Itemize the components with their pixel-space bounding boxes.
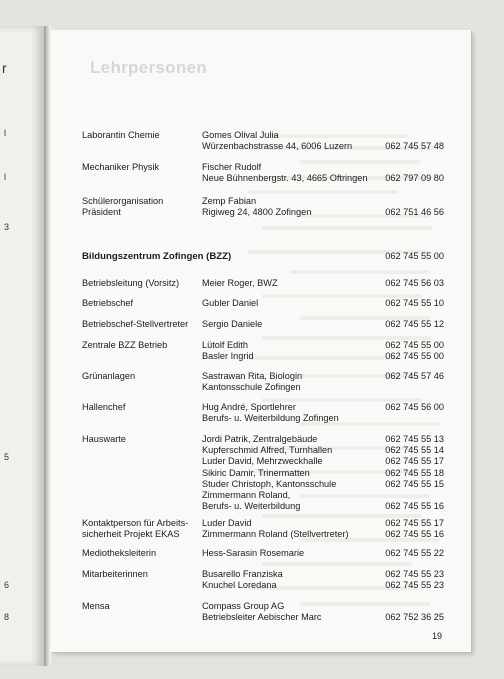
phone-number-line: 062 745 55 23 (385, 580, 444, 591)
previous-page-edge (0, 26, 44, 666)
show-through-line (248, 190, 398, 194)
person-name-line: Hess-Sarasin Rosemarie (202, 548, 305, 558)
person-name (202, 196, 382, 218)
role-label (82, 601, 200, 612)
person-name (202, 569, 382, 591)
person-name (202, 402, 382, 424)
role-label (82, 319, 200, 330)
show-through-line (290, 270, 430, 274)
role-label-line: Zentrale BZZ Betrieb (82, 340, 168, 350)
phone-number-line: 062 745 55 17 (385, 518, 444, 528)
person-name-line: Kupferschmid Alfred, Turnhallen (202, 445, 333, 456)
role-label (82, 569, 200, 580)
person-name (202, 298, 382, 309)
phone-number-line: 062 745 55 13 (385, 434, 444, 444)
page-number: 19 (432, 631, 443, 641)
person-name (202, 340, 382, 362)
role-label-line: Mensa (82, 601, 110, 611)
person-name-line: Gomes Olival Julia (202, 130, 279, 140)
phone-number-line: 062 745 55 23 (385, 569, 444, 579)
role-label-line: sicherheit Projekt EKAS (82, 529, 180, 540)
phone-number (385, 601, 444, 623)
role-label-line: Mediotheksleiterin (82, 548, 157, 558)
phone-number-line (385, 196, 444, 207)
edge-char: 5 (4, 452, 10, 462)
person-name-line: Studer Christoph, Kantonsschule (202, 478, 337, 489)
role-label (82, 196, 200, 218)
person-name-line: Luder David, Mehrzweckhalle (202, 456, 323, 467)
phone-number (385, 371, 444, 382)
phone-number-line: 062 745 57 46 (385, 371, 444, 381)
phone-number (385, 278, 444, 289)
person-name-line: Neue Bühnenbergstr. 43, 4665 Oftringen (202, 173, 368, 184)
person-name-line: Kantonsschule Zofingen (202, 382, 301, 393)
role-label (82, 298, 200, 309)
edge-char: 3 (4, 222, 10, 232)
person-name-line: Fischer Rudolf (202, 162, 262, 172)
role-label-line: Mitarbeiterinnen (82, 569, 148, 579)
person-name (202, 548, 382, 559)
role-label-line: Präsident (82, 207, 121, 218)
person-name-line: Berufs- u. Weiterbildung (202, 501, 301, 512)
phone-number-line: 062 745 55 10 (385, 298, 444, 308)
role-label (82, 518, 200, 540)
role-label-line: Betriebsleitung (Vorsitz) (82, 278, 180, 288)
phone-number-line (385, 490, 444, 501)
phone-number (385, 548, 444, 559)
role-label (82, 130, 200, 141)
phone-number (385, 340, 444, 362)
phone-number-line: 062 745 55 00 (385, 351, 444, 362)
role-label (82, 278, 200, 289)
person-name-line: Gubler Daniel (202, 298, 259, 308)
phone-number (385, 298, 444, 309)
person-name-line: Knuchel Loredana (202, 580, 277, 591)
person-name-line: Basler Ingrid (202, 351, 254, 362)
person-name (202, 601, 382, 623)
phone-number-line: 062 745 57 48 (385, 141, 444, 152)
edge-char: 6 (4, 580, 10, 590)
person-name-line: Compass Group AG (202, 601, 285, 611)
edge-char: l (4, 128, 6, 138)
person-name-line: Zimmermann Roland (Stellvertreter) (202, 529, 349, 540)
section-phone: 062 745 55 00 (385, 251, 444, 261)
book-gutter (44, 26, 51, 666)
person-name-line: Jordi Patrik, Zentralgebäude (202, 434, 318, 444)
role-label-line: Grünanlagen (82, 371, 136, 381)
role-label-line: Kontaktperson für Arbeits- (82, 518, 189, 528)
phone-number (385, 319, 444, 330)
phone-number-line: 062 745 55 16 (385, 529, 444, 540)
person-name-line: Zimmermann Roland, (202, 490, 291, 501)
role-label-line: Betriebschef (82, 298, 134, 308)
person-name (202, 371, 382, 393)
edge-char: l (4, 172, 6, 182)
person-name-line: Meier Roger, BWZ (202, 278, 278, 288)
phone-number-line: 062 745 55 15 (385, 478, 444, 489)
phone-number-line (385, 601, 444, 612)
person-name-line: Betriebsleiter Aebischer Marc (202, 612, 322, 623)
phone-number-line (385, 130, 444, 141)
phone-number-line: 062 745 56 00 (385, 402, 444, 412)
role-label-line: Hallenchef (82, 402, 126, 412)
phone-number (385, 196, 444, 218)
edge-char: r (2, 60, 7, 76)
phone-number-line: 062 745 55 14 (385, 445, 444, 456)
phone-number-line: 062 745 55 22 (385, 548, 444, 558)
role-label-line: Mechaniker Physik (82, 162, 160, 172)
phone-number (385, 402, 444, 413)
role-label-line: Laborantin Chemie (82, 130, 160, 140)
person-name-line: Hug André, Sportlehrer (202, 402, 296, 412)
phone-number-line: 062 751 46 56 (385, 207, 444, 218)
show-through-line (262, 226, 432, 230)
role-label (82, 340, 200, 351)
person-name-line: Busarello Franziska (202, 569, 283, 579)
phone-number-line: 062 745 55 18 (385, 467, 444, 478)
phone-number (385, 130, 444, 152)
person-name-line: Zemp Fabian (202, 196, 257, 206)
person-name-line: Lütolf Edith (202, 340, 248, 350)
show-through-line (262, 562, 412, 566)
show-through-heading: Lehrpersonen (90, 58, 207, 77)
person-name (202, 130, 382, 152)
role-label (82, 371, 200, 382)
phone-number-line: 062 752 36 25 (385, 612, 444, 623)
phone-number (385, 518, 444, 540)
phone-number-line (385, 162, 444, 173)
phone-number (385, 434, 444, 512)
phone-number-line: 062 745 55 16 (385, 501, 444, 512)
person-name-line: Rigiweg 24, 4800 Zofingen (202, 207, 312, 218)
person-name (202, 319, 382, 330)
phone-number-line: 062 797 09 80 (385, 173, 444, 184)
person-name (202, 162, 382, 184)
person-name-line: Sastrawan Rita, Biologin (202, 371, 303, 381)
phone-number-line: 062 745 56 03 (385, 278, 444, 288)
role-label (82, 548, 200, 559)
phone-number (385, 162, 444, 184)
person-name-line: Sergio Daniele (202, 319, 263, 329)
person-name-line: Luder David (202, 518, 252, 528)
person-name-line: Sikiric Damir, Trinermatten (202, 467, 310, 478)
person-name (202, 518, 382, 540)
role-label-line: Hauswarte (82, 434, 126, 444)
phone-number (385, 569, 444, 591)
phone-number-line: 062 745 55 17 (385, 456, 444, 467)
person-name-line: Berufs- u. Weiterbildung Zofingen (202, 413, 339, 424)
edge-char: 8 (4, 612, 10, 622)
role-label-line: Betriebschef-Stellvertreter (82, 319, 189, 329)
phone-number-line: 062 745 55 12 (385, 319, 444, 329)
phone-number-line: 062 745 55 00 (385, 340, 444, 350)
section-heading: Bildungszentrum Zofingen (BZZ) (82, 251, 232, 262)
person-name-line: Würzenbachstrasse 44, 6006 Luzern (202, 141, 353, 152)
role-label (82, 434, 200, 445)
role-label (82, 162, 200, 173)
role-label (82, 402, 200, 413)
person-name (202, 434, 382, 512)
role-label-line: Schülerorganisation (82, 196, 164, 206)
person-name (202, 278, 382, 289)
